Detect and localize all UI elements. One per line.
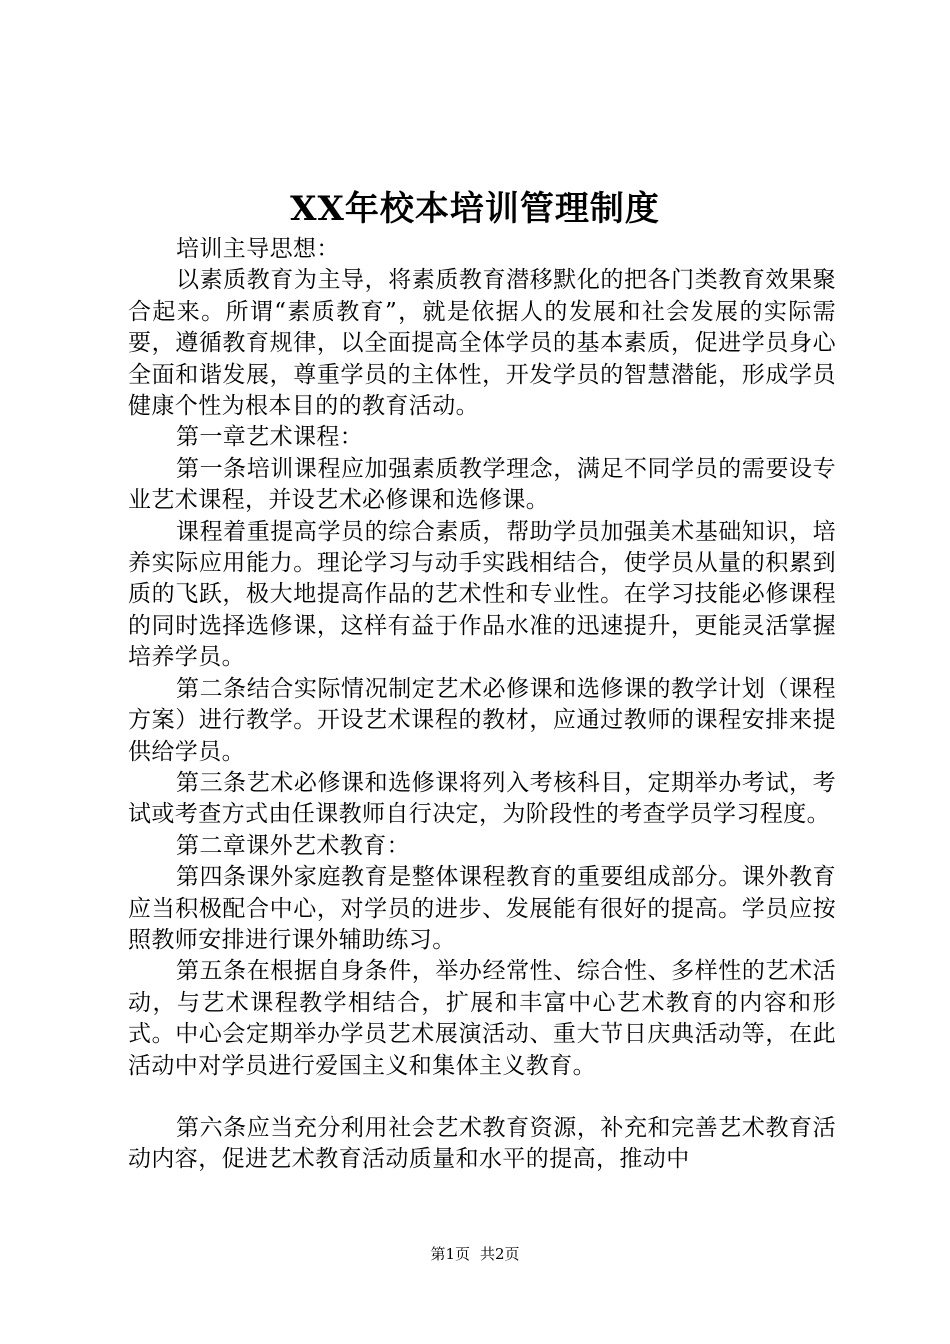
paragraph-guiding-ideology-heading: 培训主导思想： — [176, 236, 340, 262]
paragraph-article-2: 第二条结合实际情况制定艺术必修课和选修课的教学计划（课程方案）进行教学。开设艺术课程的教材，应通过教师的课程安排来提供给学员。 — [128, 675, 836, 765]
paragraph-chapter-2-heading: 第二章课外艺术教育： — [176, 832, 410, 859]
document-body — [128, 234, 836, 1176]
paragraph-article-5: 第五条在根据自身条件，举办经常性、综合性、多样性的艺术活动，与艺术课程教学相结合，扩展和丰富中心艺术教育的内容和形式。中心会定期举办学员艺术展演活动、重大节日庆典活动等，在此活动中对学员进行爱国主义和集体主义教育。 — [128, 958, 836, 1079]
paragraph-chapter-1-heading: 第一章艺术课程： — [176, 424, 364, 451]
paragraph-article-4: 第四条课外家庭教育是整体课程教育的重要组成部分。课外教育应当积极配合中心，对学员的进步、发展能有很好的提高。学员应按照教师安排进行课外辅助练习。 — [128, 864, 836, 953]
paragraph-article-3: 第三条艺术必修课和选修课将列入考核科目，定期举办考试，考试或考查方式由任课教师自行决定，为阶段性的考查学员学习程度。 — [128, 769, 836, 828]
page-number: 第1页 — [430, 1245, 470, 1263]
paragraph-article-6: 第六条应当充分利用社会艺术教育资源，补充和完善艺术教育活动内容，促进艺术教育活动质量和水平的提高，推动中 — [128, 1114, 836, 1173]
paragraph-article-1: 第一条培训课程应加强素质教学理念，满足不同学员的需要设专业艺术课程，并设艺术必修课和选修课。 — [128, 455, 836, 514]
document-title: XX年校本培训管理制度 — [290, 189, 660, 229]
paragraph-course-focus: 课程着重提高学员的综合素质，帮助学员加强美术基础知识，培养实际应用能力。理论学习与动手实践相结合，使学员从量的积累到质的飞跃，极大地提高作品的艺术性和专业性。在学习技能必修课程的同时选择选修课，这样有益于作品水准的迅速提升，更能灵活掌握培养学员。 — [128, 518, 836, 671]
page-footer — [0, 1244, 950, 1264]
paragraph-guiding-ideology: 以素质教育为主导，将素质教育潜移默化的把各门类教育效果聚合起来。所谓“素质教育”，就是依据人的发展和社会发展的实际需要，遵循教育规律，以全面提高全体学员的基本素质，促进学员身心全面和谐发展，尊重学员的主体性，开发学员的智慧潜能，形成学员健康个性为根本目的的教育活动。 — [128, 267, 836, 420]
page-count: 共2页 — [480, 1245, 520, 1263]
